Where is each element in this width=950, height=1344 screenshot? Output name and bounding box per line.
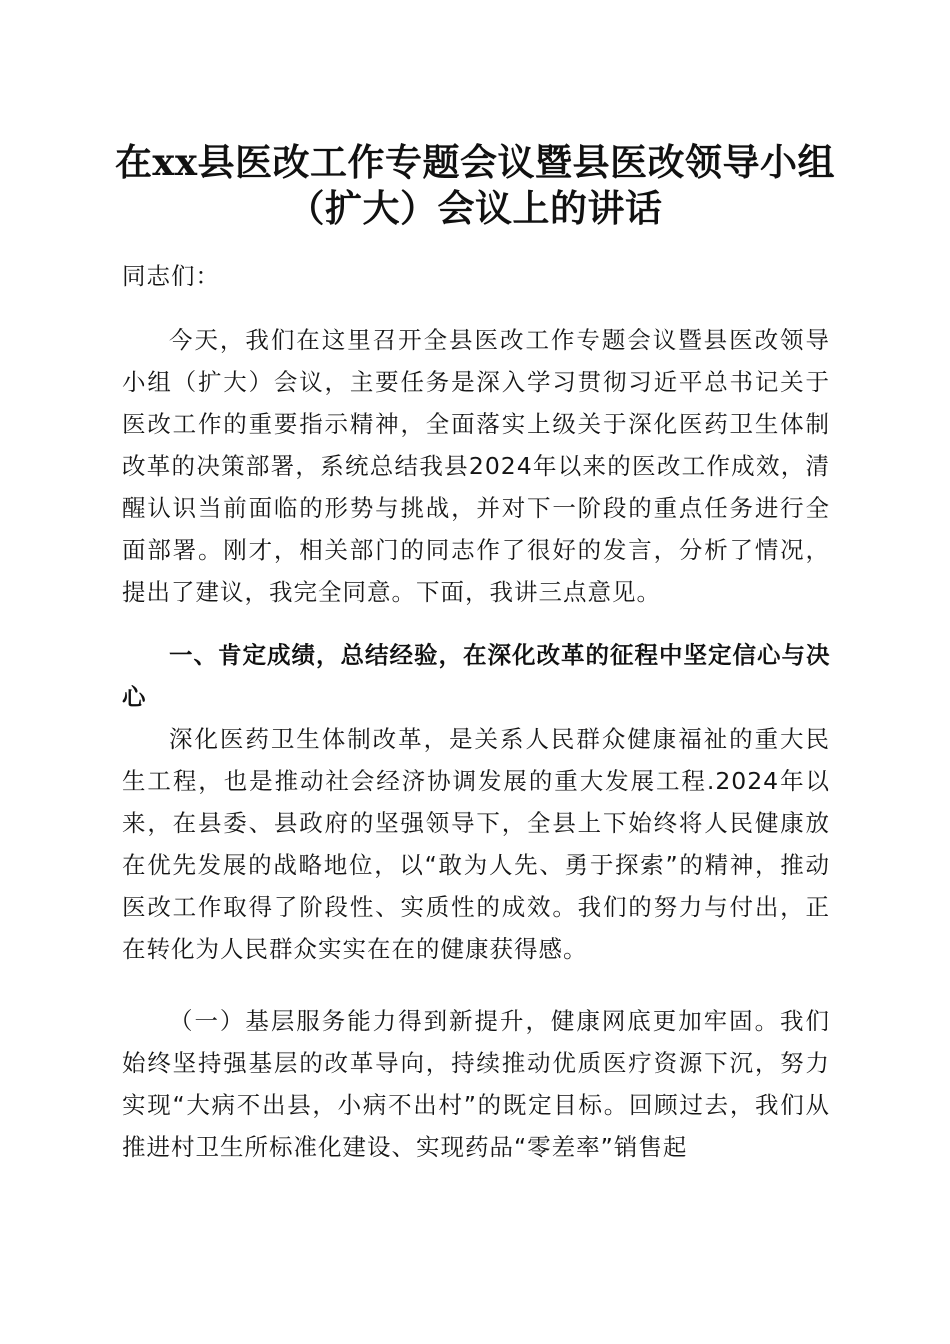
paragraph-grassroots-service	[122, 1000, 830, 1168]
paragraph-text: 深化医药卫生体制改革，是关系人民群众健康福祉的重大民生工程，也是推动社会经济协调发展的重大发展工程.2024年以来，在县委、县政府的坚强领导下，全县上下始终将人民健康放在优先发展的战略地位，以“敢为人先、勇于探索”的精神，推动医改工作取得了阶段性、实质性的成效。我们的努力与付出，正在转化为人民群众实实在在的健康获得感。	[122, 725, 830, 963]
section-heading-text: 一、肯定成绩，总结经验，在深化改革的征程中坚定信心与决心	[122, 641, 830, 711]
paragraph-text: （一）基层服务能力得到新提升，健康网底更加牢固。我们始终坚持强基层的改革导向，持续推动优质医疗资源下沉，努力实现“大病不出县，小病不出村”的既定目标。回顾过去，我们从推进村卫生所标准化建设、实现药品“零差率”销售起	[122, 1007, 830, 1161]
document-title-line-1: 在xx县医改工作专题会议暨县医改领导小组	[114, 140, 836, 184]
section-heading-1	[122, 634, 830, 718]
greeting: 同志们：	[122, 262, 220, 290]
paragraph-reform-overview	[122, 718, 830, 970]
paragraph-text: 今天，我们在这里召开全县医改工作专题会议暨县医改领导小组（扩大）会议，主要任务是深入学习贯彻习近平总书记关于医改工作的重要指示精神，全面落实上级关于深化医药卫生体制改革的决策部署，系统总结我县2024年以来的医改工作成效，清醒认识当前面临的形势与挑战，并对下一阶段的重点任务进行全面部署。刚才，相关部门的同志作了很好的发言，分析了情况，提出了建议，我完全同意。下面，我讲三点意见。	[122, 326, 830, 606]
document-title-line-2: （扩大）会议上的讲话	[287, 186, 663, 230]
paragraph-intro	[122, 319, 830, 613]
